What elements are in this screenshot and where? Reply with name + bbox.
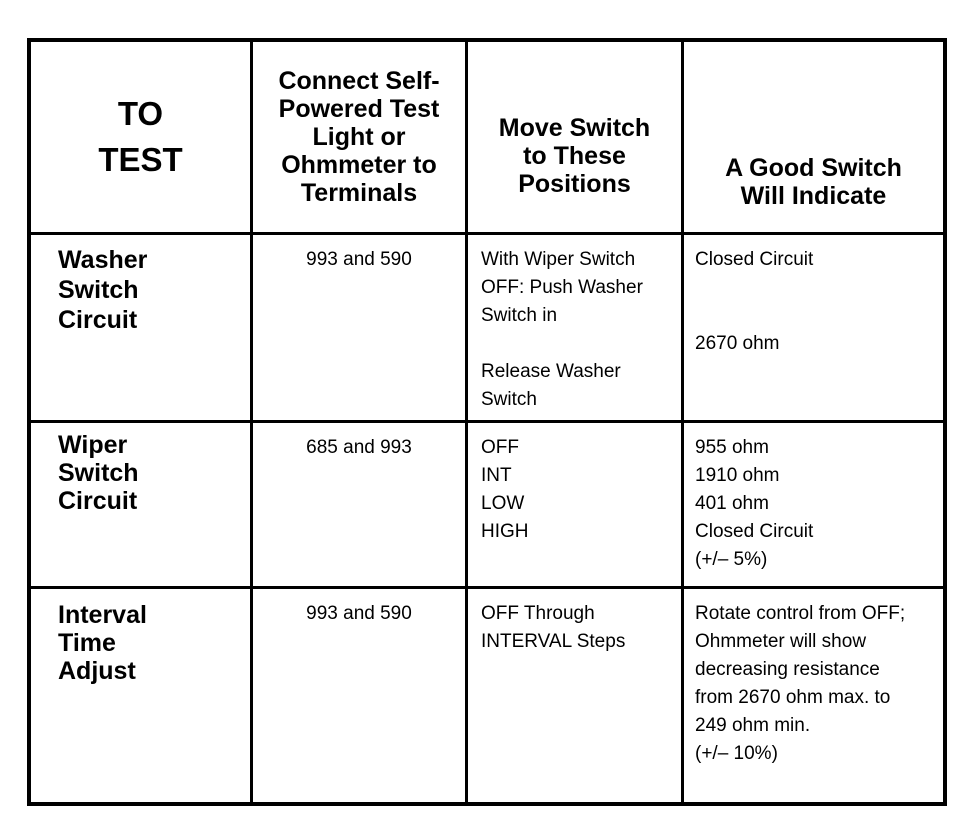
indication-text: Closed Circuit [695, 249, 814, 270]
terminals-cell [253, 589, 465, 802]
header-text: Ohmmeter to [281, 151, 437, 179]
switch-test-table [27, 38, 947, 806]
row-label-text: Switch [58, 459, 139, 487]
row-label-text: Washer [58, 246, 148, 274]
header-text: Positions [518, 170, 631, 198]
indication-text: Closed Circuit [695, 521, 814, 542]
terminals-cell [253, 235, 465, 420]
header-move-switch [468, 42, 681, 232]
indication-text: decreasing resistance [695, 659, 880, 680]
row-label-text: Circuit [58, 487, 138, 515]
indication-cell [684, 589, 943, 802]
row-label-text: Wiper [58, 431, 128, 459]
indication-cell [684, 423, 943, 586]
indication-text: from 2670 ohm max. to [695, 687, 891, 708]
row-label-text: Switch [58, 276, 139, 304]
position-text: OFF: Push Washer [481, 277, 643, 298]
terminals-text: 685 and 993 [306, 437, 412, 458]
row-label-wiper [31, 423, 250, 586]
position-text: OFF Through [481, 603, 595, 624]
position-text [481, 330, 681, 358]
header-text: to These [523, 142, 626, 170]
row-label-interval [31, 589, 250, 802]
position-text: INT [481, 465, 512, 486]
indication-text: Ohmmeter will show [695, 631, 867, 652]
header-text: TO [117, 95, 164, 132]
indication-text: Rotate control from OFF; [695, 603, 906, 624]
header-to-test [31, 42, 250, 232]
positions-cell [468, 235, 681, 420]
terminals-text: 993 and 590 [306, 603, 412, 624]
position-text: Switch in [481, 305, 558, 326]
indication-text [695, 274, 943, 302]
indication-text [695, 302, 943, 330]
header-connect [253, 42, 465, 232]
position-text: With Wiper Switch [481, 249, 636, 270]
indication-text: 1910 ohm [695, 465, 780, 486]
position-text: LOW [481, 493, 525, 514]
row-label-text: Adjust [58, 657, 136, 685]
positions-cell [468, 423, 681, 586]
row-label-text: Circuit [58, 306, 138, 334]
row-label-washer [31, 235, 250, 420]
header-text: Will Indicate [740, 182, 887, 210]
indication-text: 955 ohm [695, 437, 769, 458]
position-text: Release Washer [481, 361, 621, 382]
indication-text: (+/– 10%) [695, 743, 778, 764]
indication-text: 2670 ohm [695, 333, 780, 354]
terminals-cell [253, 423, 465, 586]
header-text: Powered Test [278, 95, 440, 123]
positions-cell [468, 589, 681, 802]
row-label-text: Interval [58, 601, 147, 629]
header-text: A Good Switch [725, 154, 902, 182]
header-text: Connect Self- [278, 67, 440, 95]
position-text: HIGH [481, 521, 529, 542]
indication-text: 401 ohm [695, 493, 769, 514]
terminals-text: 993 and 590 [306, 249, 412, 270]
header-text: Light or [312, 123, 406, 151]
header-text: TEST [98, 141, 183, 178]
row-label-text: Time [58, 629, 116, 657]
header-text: Terminals [300, 179, 418, 207]
position-text: OFF [481, 437, 519, 458]
position-text: Switch [481, 389, 537, 410]
header-indicate [684, 42, 943, 232]
header-text: Move Switch [498, 114, 651, 142]
indication-cell [684, 235, 943, 420]
position-text: INTERVAL Steps [481, 631, 626, 652]
indication-text: (+/– 5%) [695, 549, 768, 570]
indication-text: 249 ohm min. [695, 715, 811, 736]
